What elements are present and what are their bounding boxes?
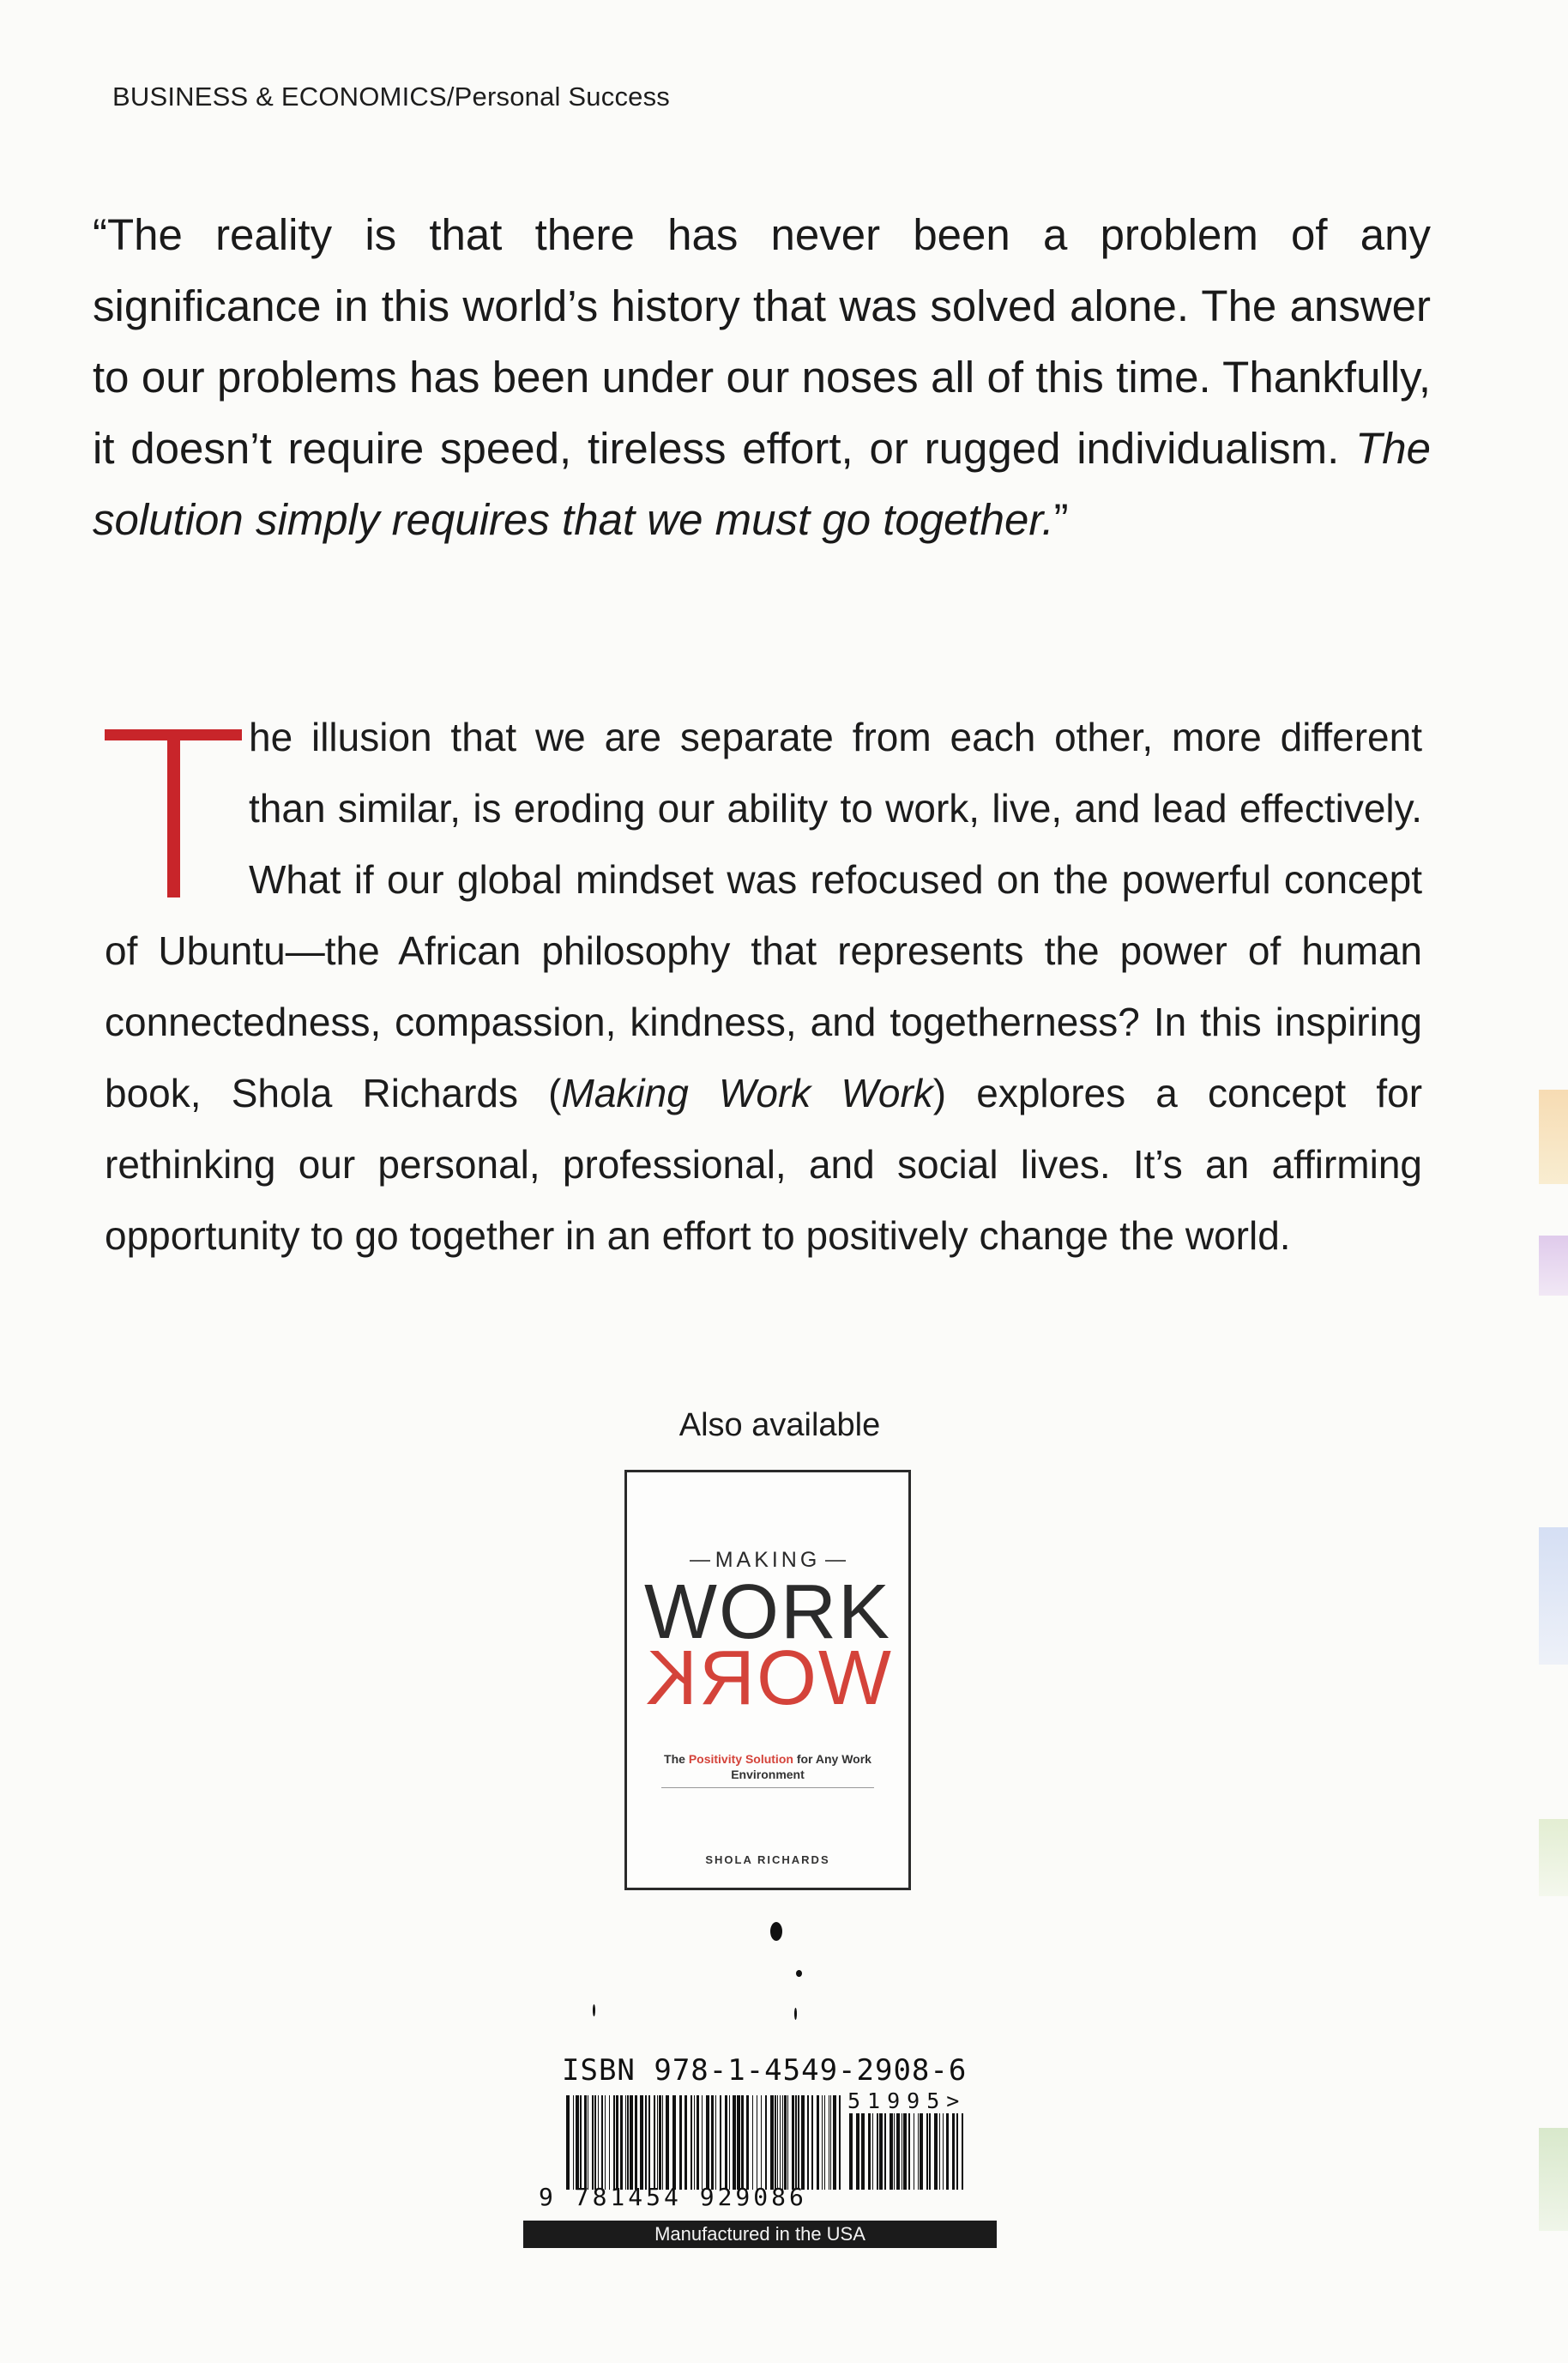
isbn-text: ISBN 978-1-4549-2908-6 (562, 2053, 968, 2088)
cover-work-bottom-mirrored: WORK (644, 1635, 891, 1721)
pull-quote (93, 199, 1431, 555)
ean-barcode-bars (564, 2095, 843, 2190)
edge-decoration (1539, 1090, 1568, 1184)
cover-tagline: The Positivity Solution for Any Work Environment (661, 1751, 874, 1788)
book-description (105, 702, 1422, 1272)
also-available-label: Also available (678, 1407, 881, 1443)
category-label: BUSINESS & ECONOMICS/Personal Success (112, 82, 670, 112)
drop-cap (105, 717, 240, 904)
cover-work-top: WORK (644, 1569, 891, 1655)
edge-decoration (1539, 1819, 1568, 1896)
quote-emphasis: The solution simply requires that we must go together. (93, 424, 1431, 544)
manufactured-label: Manufactured in the USA (523, 2221, 997, 2248)
edge-decoration (1539, 2128, 1568, 2231)
cover-author: SHOLA RICHARDS (705, 1853, 830, 1866)
description-text: he illusion that we are separate from each other, more different than similar, is eroding our ability to work, live, and lead effectively. What if our global mindset was refocused on the powerful concept of Ubuntu—the African philosophy that represents the power of human connectedness, compassion, kindness, and togetherness? In this inspiring book, Shola Richards ( (105, 715, 1422, 1115)
edge-decoration (1539, 1527, 1568, 1665)
cover-making: MAKING (627, 1548, 908, 1573)
edge-decoration (1539, 1236, 1568, 1296)
quote-close: ” (1053, 495, 1069, 544)
price-code: 51995> (847, 2088, 969, 2113)
book-title-reference: Making Work Work (561, 1071, 933, 1115)
barcode (539, 2088, 985, 2211)
also-available-book-cover (624, 1470, 911, 1890)
description-text-continued: ) explores a concept for rethinking our personal, professional, and social lives. It’s an affirming opportunity to go together in an effort to positively change the world. (105, 1071, 1423, 1258)
barcode-digits: 9 781454 929086 (539, 2183, 807, 2211)
quote-text: “The reality is that there has never been a problem of any significance in this world’s history that was solved alone. The answer to our problems has been under our noses all of this time. Thankfully, it doesn’t require speed, tireless effort, or rugged individualism. (93, 210, 1431, 473)
